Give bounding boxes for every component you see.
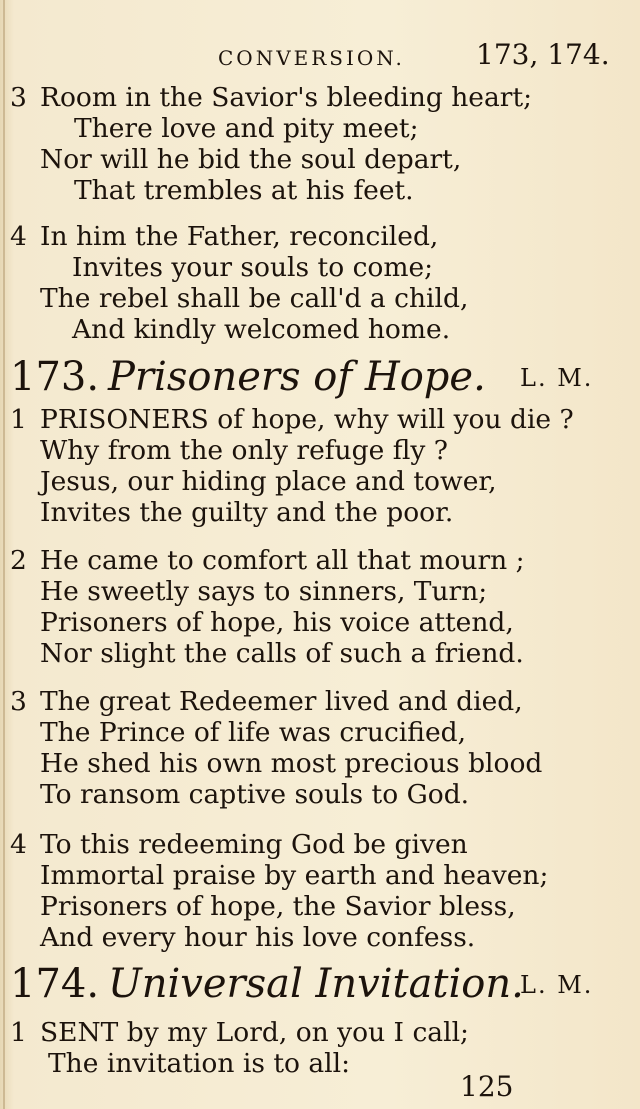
verse-line: There love and pity meet; [74, 113, 419, 144]
verse-line: Prisoners of hope, the Savior bless, [40, 891, 516, 922]
stanza-number: 1 [10, 1017, 27, 1048]
hymn-meter: L. M. [520, 364, 594, 392]
hymn-number: 173. [10, 354, 100, 400]
running-title: CONVERSION. [218, 46, 405, 70]
verse-line: That trembles at his feet. [74, 175, 414, 206]
verse-line: SENT by my Lord, on you I call; [40, 1017, 469, 1048]
hymn-heading-173 [0, 354, 640, 406]
verse-line: Prisoners of hope, his voice attend, [40, 607, 514, 638]
verse-line: To this redeeming God be given [40, 829, 468, 860]
verse-line: The rebel shall be call'd a child, [40, 283, 469, 314]
hymn-title: Universal Invitation. [108, 961, 524, 1007]
page-number: 125 [460, 1070, 514, 1103]
page-gutter [3, 0, 5, 1109]
verse-line: The Prince of life was crucified, [40, 717, 467, 748]
verse-line: He shed his own most precious blood [40, 748, 543, 779]
stanza-number: 3 [10, 82, 27, 113]
verse-line: He came to comfort all that mourn ; [40, 545, 525, 576]
verse-line: To ransom captive souls to God. [40, 779, 470, 810]
stanza-number: 3 [10, 686, 27, 717]
verse-line: He sweetly says to sinners, Turn; [40, 576, 488, 607]
verse-line: Jesus, our hiding place and tower, [40, 466, 497, 497]
verse-line: Invites the guilty and the poor. [40, 497, 454, 528]
verse-line: Immortal praise by earth and heaven; [40, 860, 549, 891]
hymn-heading-174 [0, 961, 640, 1013]
stanza-number: 4 [10, 829, 27, 860]
verse-line: The great Redeemer lived and died, [40, 686, 523, 717]
verse-line: Nor will he bid the soul depart, [40, 144, 462, 175]
verse-line: Room in the Savior's bleeding heart; [40, 82, 533, 113]
stanza-number: 4 [10, 221, 27, 252]
verse-line: And every hour his love confess. [40, 922, 476, 953]
hymn-title: Prisoners of Hope. [108, 354, 486, 400]
verse-line: Nor slight the calls of such a friend. [40, 638, 524, 669]
stanza-number: 1 [10, 404, 27, 435]
hymn-number: 174. [10, 961, 100, 1007]
verse-line: And kindly welcomed home. [72, 314, 451, 345]
verse-line: Invites your souls to come; [72, 252, 434, 283]
verse-line: The invitation is to all: [48, 1048, 351, 1079]
verse-line: PRISONERS of hope, why will you die ? [40, 404, 574, 435]
verse-line: In him the Father, reconciled, [40, 221, 439, 252]
running-header [0, 38, 640, 78]
verse-line: Why from the only refuge fly ? [40, 435, 448, 466]
stanza-number: 2 [10, 545, 27, 576]
hymn-meter: L. M. [520, 971, 594, 999]
header-hymn-numbers: 173, 174. [476, 38, 610, 71]
